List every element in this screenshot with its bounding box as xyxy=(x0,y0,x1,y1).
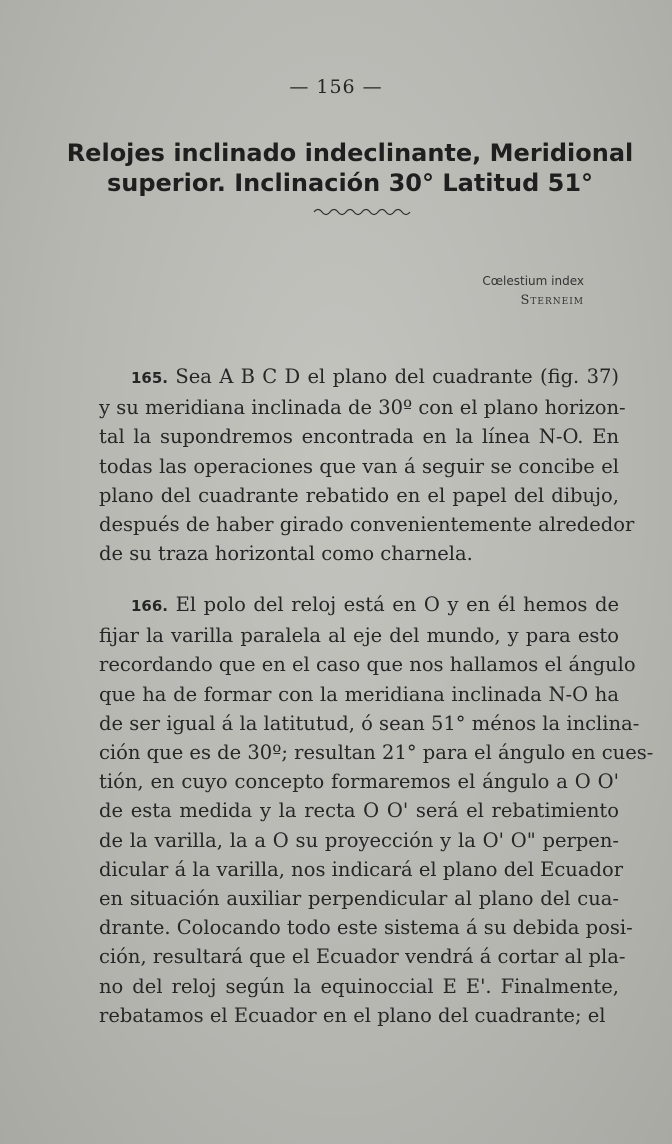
paragraph-line: no del reloj según la equinoccial E E'. Finalmente, xyxy=(99,974,619,998)
paragraph-166 xyxy=(99,590,654,1030)
paragraph-line: y su meridiana inclinada de 30º con el plano horizon- xyxy=(99,396,626,420)
paragraph-line: que ha de formar con la meridiana inclinada N-O ha xyxy=(99,682,619,706)
paragraph-number: 165. xyxy=(131,369,169,387)
paragraph-line: tal la supondremos encontrada en la línea N-O. En xyxy=(99,425,619,449)
paragraph-line: ción que es de 30º; resultan 21° para el ángulo en cues- xyxy=(99,741,654,765)
section-title-line-1: Relojes inclinado indeclinante, Meridional xyxy=(66,139,634,167)
paragraph-number: 166. xyxy=(131,597,169,615)
paragraph-line: después de haber girado convenientemente alrededor xyxy=(99,513,635,537)
paragraph-line: drante. Colocando todo este sistema á su debida posi- xyxy=(99,916,633,940)
paragraph-line: de ser igual á la latitutud, ó sean 51° ménos la inclina- xyxy=(99,711,640,735)
paragraph-line: en situación auxiliar perpendicular al plano del cua- xyxy=(99,887,619,911)
epigraph-text: Cœlestium index xyxy=(482,274,584,288)
paragraph-line: 165. Sea A B C D el plano del cuadrante (fig. 37) xyxy=(131,365,620,388)
paragraph-line: dicular á la varilla, nos indicará el plano del Ecuador xyxy=(99,857,624,881)
paragraph-line: tión, en cuyo concepto formaremos el ángulo a O O' xyxy=(99,770,619,794)
paragraph-line: todas las operaciones que van á seguir se concibe el xyxy=(99,454,619,478)
paragraph-line: de esta medida y la recta O O' será el rebatimiento xyxy=(99,799,619,823)
section-title xyxy=(40,138,660,198)
paragraph-line: 166. El polo del reloj está en O y en él hemos de xyxy=(131,593,620,616)
section-title-line-2: superior. Inclinación 30° Latitud 51° xyxy=(106,169,594,197)
paragraph-line: de su traza horizontal como charnela. xyxy=(99,542,473,566)
paragraph-line: rebatamos el Ecuador en el plano del cuadrante; el xyxy=(99,1003,606,1027)
paragraph-165 xyxy=(99,362,635,568)
paragraph-line: de la varilla, la a O su proyección y la O' O" perpen- xyxy=(99,828,619,852)
paragraph-line: ción, resultará que el Ecuador vendrá á cortar al pla- xyxy=(99,945,626,969)
paragraph-line: plano del cuadrante rebatido en el papel del dibujo, xyxy=(99,483,619,507)
wavy-line-ornament-icon xyxy=(312,206,412,218)
paragraph-line: fijar la varilla paralela al eje del mundo, y para esto xyxy=(99,624,619,648)
epigraph-author: Sterneim xyxy=(520,293,584,308)
paragraph-line: recordando que en el caso que nos hallamos el ángulo xyxy=(99,653,636,677)
page-number: — 156 — xyxy=(289,76,383,98)
epigraph xyxy=(482,272,584,310)
